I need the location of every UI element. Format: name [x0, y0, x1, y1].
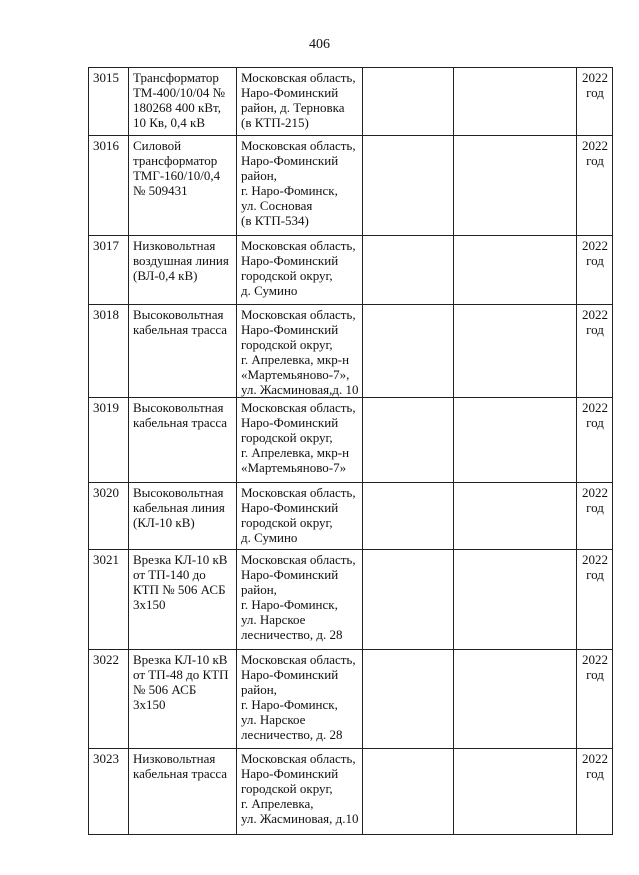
- year-cell: 2022 год: [577, 305, 613, 398]
- object-address: Московская область, Наро-Фоминский городской округ, д. Сумино: [237, 236, 363, 305]
- object-name: Высоковольтная кабельная трасса: [129, 398, 237, 483]
- column-4-cell: [363, 398, 454, 483]
- object-address: Московская область, Наро-Фоминский район, д. Терновка (в КТП-215): [237, 68, 363, 136]
- column-4-cell: [363, 749, 454, 835]
- table-row: [89, 483, 613, 550]
- year-cell: 2022 год: [577, 136, 613, 236]
- table-row: [89, 236, 613, 305]
- row-number: 3023: [89, 749, 129, 835]
- object-address: Московская область, Наро-Фоминский городской округ, г. Апрелевка, мкр-н «Мартемьяново-7»: [237, 398, 363, 483]
- year-cell: 2022 год: [577, 550, 613, 650]
- row-number: 3018: [89, 305, 129, 398]
- row-number: 3021: [89, 550, 129, 650]
- object-name: Низковольтная кабельная трасса: [129, 749, 237, 835]
- row-number: 3017: [89, 236, 129, 305]
- row-number: 3015: [89, 68, 129, 136]
- column-5-cell: [454, 305, 577, 398]
- column-4-cell: [363, 68, 454, 136]
- column-4-cell: [363, 550, 454, 650]
- column-5-cell: [454, 136, 577, 236]
- object-name: Силовой трансформатор ТМГ-160/10/0,4 № 509431: [129, 136, 237, 236]
- column-4-cell: [363, 136, 454, 236]
- page-number: 406: [309, 37, 330, 52]
- column-5-cell: [454, 398, 577, 483]
- column-5-cell: [454, 550, 577, 650]
- column-4-cell: [363, 483, 454, 550]
- column-5-cell: [454, 650, 577, 749]
- object-name: Врезка КЛ-10 кВ от ТП-48 до КТП № 506 АСБ 3х150: [129, 650, 237, 749]
- table-row: [89, 749, 613, 835]
- row-number: 3020: [89, 483, 129, 550]
- object-name: Высоковольтная кабельная трасса: [129, 305, 237, 398]
- registry-table: [88, 67, 613, 835]
- object-address: Московская область, Наро-Фоминский городской округ, г. Апрелевка, ул. Жасминовая, д.10: [237, 749, 363, 835]
- table-row: [89, 305, 613, 398]
- column-5-cell: [454, 483, 577, 550]
- year-cell: 2022 год: [577, 398, 613, 483]
- table-row: [89, 398, 613, 483]
- column-4-cell: [363, 650, 454, 749]
- row-number: 3019: [89, 398, 129, 483]
- table-row: [89, 136, 613, 236]
- column-5-cell: [454, 68, 577, 136]
- column-5-cell: [454, 236, 577, 305]
- year-cell: 2022 год: [577, 236, 613, 305]
- table-row: [89, 68, 613, 136]
- object-name: Врезка КЛ-10 кВ от ТП-140 до КТП № 506 АСБ 3х150: [129, 550, 237, 650]
- year-cell: 2022 год: [577, 483, 613, 550]
- object-address: Московская область, Наро-Фоминский городской округ, г. Апрелевка, мкр-н «Мартемьяново-7», ул. Жасминовая,д. 10: [237, 305, 363, 398]
- column-4-cell: [363, 305, 454, 398]
- row-number: 3016: [89, 136, 129, 236]
- object-name: Трансформатор ТМ-400/10/04 № 180268 400 кВт, 10 Кв, 0,4 кВ: [129, 68, 237, 136]
- year-cell: 2022 год: [577, 749, 613, 835]
- object-address: Московская область, Наро-Фоминский район, г. Наро-Фоминск, ул. Нарское лесничество, д. 28: [237, 550, 363, 650]
- object-name: Низковольтная воздушная линия (ВЛ-0,4 кВ): [129, 236, 237, 305]
- object-name: Высоковольтная кабельная линия (КЛ-10 кВ): [129, 483, 237, 550]
- column-5-cell: [454, 749, 577, 835]
- year-cell: 2022 год: [577, 68, 613, 136]
- object-address: Московская область, Наро-Фоминский городской округ, д. Сумино: [237, 483, 363, 550]
- object-address: Московская область, Наро-Фоминский район, г. Наро-Фоминск, ул. Сосновая (в КТП-534): [237, 136, 363, 236]
- row-number: 3022: [89, 650, 129, 749]
- column-4-cell: [363, 236, 454, 305]
- year-cell: 2022 год: [577, 650, 613, 749]
- table-row: [89, 650, 613, 749]
- table-row: [89, 550, 613, 650]
- object-address: Московская область, Наро-Фоминский район, г. Наро-Фоминск, ул. Нарское лесничество, д. 28: [237, 650, 363, 749]
